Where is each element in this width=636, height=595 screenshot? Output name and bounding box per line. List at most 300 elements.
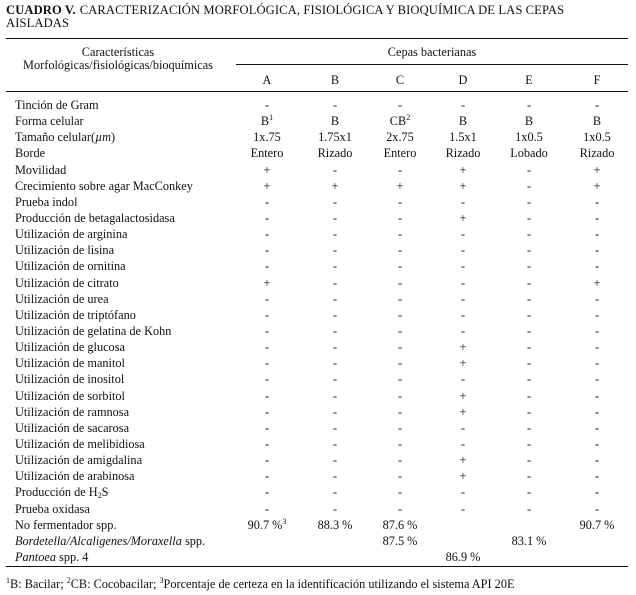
row-label <box>15 323 171 339</box>
cell-value: - <box>264 227 270 242</box>
cell-value: - <box>332 404 338 419</box>
cell-value: - <box>397 243 403 258</box>
cell-value: - <box>332 420 338 435</box>
cell-strain-f <box>567 339 627 355</box>
table-row <box>0 129 636 145</box>
cell-strain-a <box>237 210 297 226</box>
cell-strain-c <box>370 468 430 484</box>
cell-value: - <box>264 469 270 484</box>
cell-strain-a <box>237 501 297 517</box>
cell-value: - <box>397 307 403 322</box>
cell-strain-c <box>370 388 430 404</box>
cell-strain-b <box>305 388 365 404</box>
cell-value: - <box>526 178 532 193</box>
table-row <box>0 210 636 226</box>
cell-value: - <box>264 98 270 112</box>
cell-strain-d <box>433 97 493 113</box>
table-row <box>0 226 636 242</box>
row-label <box>15 178 193 194</box>
cell-strain-e <box>499 162 559 178</box>
cell-value: CB <box>389 114 407 129</box>
cell-value: - <box>526 210 532 225</box>
cell-value: - <box>264 356 270 371</box>
cell-strain-d <box>433 162 493 178</box>
cell-value: - <box>594 404 600 419</box>
table-row <box>0 323 636 339</box>
footnote-mark-1: 1 <box>6 576 10 585</box>
cell-value: + <box>593 275 601 290</box>
cell-strain-a <box>237 97 297 113</box>
cell-value: 1.5x1 <box>449 130 477 145</box>
cell-strain-a <box>237 517 297 533</box>
table-row <box>0 194 636 210</box>
cell-value: - <box>332 388 338 403</box>
cell-strain-e <box>499 258 559 274</box>
row-label-text: Tinción de Gram <box>15 98 99 112</box>
cell-value: - <box>460 259 466 274</box>
cell-strain-c <box>370 517 430 533</box>
cell-strain-a <box>237 258 297 274</box>
cell-strain-c <box>370 355 430 371</box>
cell-strain-c <box>370 210 430 226</box>
cell-value: - <box>594 194 600 209</box>
cell-strain-f <box>567 323 627 339</box>
cell-strain-a <box>237 194 297 210</box>
cell-value: - <box>594 372 600 387</box>
table-row <box>0 436 636 452</box>
cell-value: 83.1 % <box>511 533 547 548</box>
cell-strain-d <box>433 226 493 242</box>
table-row <box>0 242 636 258</box>
row-label <box>15 371 124 387</box>
cell-strain-b <box>305 404 365 420</box>
cell-value: - <box>594 436 600 451</box>
cell-strain-c <box>370 307 430 323</box>
row-label-text: Utilización de glucosa <box>15 340 125 355</box>
cell-strain-e <box>499 468 559 484</box>
table-row <box>0 484 636 500</box>
cell-strain-a <box>237 452 297 468</box>
table-row <box>0 355 636 371</box>
cell-strain-e <box>499 339 559 355</box>
cell-strain-b <box>305 113 365 129</box>
cell-strain-b <box>305 275 365 291</box>
cell-value: - <box>594 420 600 435</box>
cell-strain-f <box>567 258 627 274</box>
cell-strain-d <box>433 291 493 307</box>
cell-value: B <box>592 114 602 129</box>
cell-strain-c <box>370 129 430 145</box>
cell-value: - <box>460 420 466 435</box>
cell-value: - <box>264 307 270 322</box>
table-row <box>0 404 636 420</box>
cell-strain-c <box>370 323 430 339</box>
row-label-text: Movilidad <box>15 162 67 177</box>
cell-value: - <box>397 275 403 290</box>
row-label <box>15 145 45 161</box>
cell-value: - <box>460 323 466 338</box>
cell-value: + <box>459 356 467 371</box>
cell-value: - <box>397 485 403 500</box>
cell-strain-d <box>433 371 493 387</box>
cell-value: - <box>594 307 600 322</box>
row-label <box>15 339 125 355</box>
cell-value: + <box>459 388 467 403</box>
cell-strain-e <box>499 533 559 549</box>
table-row <box>0 275 636 291</box>
cell-value: - <box>460 372 466 387</box>
row-label-text: Pantoea <box>15 549 56 564</box>
cell-strain-b <box>305 323 365 339</box>
cell-value: 87.5 % <box>382 533 418 548</box>
cell-value: - <box>332 340 338 355</box>
cell-strain-f <box>567 178 627 194</box>
row-label-text: Utilización de citrato <box>15 275 119 290</box>
cell-strain-b <box>305 145 365 161</box>
row-label-suffix: S <box>101 485 109 500</box>
row-label <box>15 549 88 565</box>
cell-strain-d <box>433 307 493 323</box>
cell-value: Rizado <box>317 146 353 161</box>
cell-value: - <box>264 291 270 306</box>
cell-strain-e <box>499 129 559 145</box>
cell-strain-a <box>237 355 297 371</box>
row-label <box>15 452 142 468</box>
row-label <box>15 484 109 500</box>
cell-strain-f <box>567 242 627 258</box>
cell-value: Rizado <box>445 146 481 161</box>
row-label-text: Utilización de triptófano <box>15 307 136 322</box>
cell-value: - <box>594 388 600 403</box>
row-label-text: Utilización de gelatina de Kohn <box>15 323 172 338</box>
cell-strain-c <box>370 275 430 291</box>
cell-strain-e <box>499 501 559 517</box>
cell-strain-d <box>433 420 493 436</box>
cell-strain-e <box>499 113 559 129</box>
row-label-text: Crecimiento sobre agar MacConkey <box>15 178 193 193</box>
table-row <box>0 468 636 484</box>
cell-value: - <box>594 227 600 242</box>
cell-value: - <box>460 436 466 451</box>
cell-value: - <box>594 98 600 112</box>
cell-value: - <box>526 323 532 338</box>
cell-value: - <box>397 259 403 274</box>
cell-strain-c <box>370 178 430 194</box>
footnote-mark-3: 3 <box>159 576 164 585</box>
cell-value: - <box>332 501 338 516</box>
cell-value: 1x0.5 <box>583 130 611 145</box>
cell-strain-b <box>305 355 365 371</box>
cell-strain-c <box>370 484 430 500</box>
cell-value: - <box>594 210 600 225</box>
cell-value: - <box>594 291 600 306</box>
footnote-text-2: CB: Cocobacilar; <box>70 577 160 591</box>
table-row <box>0 97 636 113</box>
cell-strain-a <box>237 323 297 339</box>
cell-value: - <box>397 162 403 177</box>
cell-strain-d <box>433 210 493 226</box>
cell-strain-c <box>370 145 430 161</box>
cell-strain-d <box>433 339 493 355</box>
cell-strain-a <box>237 484 297 500</box>
row-label <box>15 420 129 436</box>
row-label-text: Utilización de sorbitol <box>15 388 125 403</box>
cell-strain-e <box>499 97 559 113</box>
cell-strain-c <box>370 258 430 274</box>
cell-value: - <box>264 323 270 338</box>
cell-strain-a <box>237 291 297 307</box>
row-label-text: Utilización de ornitina <box>15 259 126 274</box>
cell-value: - <box>594 453 600 468</box>
cell-strain-b <box>305 501 365 517</box>
cell-strain-b <box>305 129 365 145</box>
cell-strain-e <box>499 371 559 387</box>
cell-value: - <box>594 501 600 516</box>
row-label <box>15 355 125 371</box>
row-label <box>15 242 114 258</box>
cell-strain-b <box>305 452 365 468</box>
row-label-text: Utilización de arabinosa <box>15 469 135 484</box>
cell-strain-d <box>433 145 493 161</box>
cell-value: + <box>459 469 467 484</box>
cell-strain-e <box>499 194 559 210</box>
row-label-unit: µm <box>95 130 112 145</box>
cell-strain-c <box>370 194 430 210</box>
cell-value: Lobado <box>510 146 548 161</box>
cell-value: - <box>526 340 532 355</box>
cell-value: - <box>526 275 532 290</box>
cell-value: - <box>332 210 338 225</box>
cell-value: - <box>332 291 338 306</box>
row-label <box>15 275 119 291</box>
cell-value: Entero <box>250 146 284 161</box>
cell-value: - <box>526 485 532 500</box>
cell-strain-e <box>499 355 559 371</box>
cell-value: - <box>526 291 532 306</box>
cell-strain-d <box>433 355 493 371</box>
cell-value: - <box>264 388 270 403</box>
cell-strain-a <box>237 307 297 323</box>
footnote-text-3: Porcentaje de certeza en la identificación utilizando el sistema API 20E <box>163 577 515 591</box>
cell-value: - <box>460 243 466 258</box>
cell-strain-e <box>499 226 559 242</box>
cell-value: - <box>526 194 532 209</box>
cell-strain-a <box>237 145 297 161</box>
cell-strain-b <box>305 194 365 210</box>
cell-value: - <box>397 453 403 468</box>
row-label <box>15 291 109 307</box>
row-label-text: Bordetella/Alcaligenes/Moraxella <box>15 533 182 548</box>
strain-headers <box>0 73 636 87</box>
cell-value: + <box>263 178 271 193</box>
cell-strain-e <box>499 388 559 404</box>
cell-value: + <box>459 210 467 225</box>
cell-strain-f <box>567 420 627 436</box>
row-label-text: Utilización de lisina <box>15 243 115 258</box>
cell-strain-b <box>305 484 365 500</box>
cell-value: - <box>397 356 403 371</box>
cell-value: - <box>397 227 403 242</box>
cell-strain-b <box>305 242 365 258</box>
cell-value: + <box>593 178 601 193</box>
cell-value: - <box>332 259 338 274</box>
row-label-text: Producción de H <box>15 485 98 500</box>
cell-value: - <box>594 340 600 355</box>
cell-strain-c <box>370 162 430 178</box>
row-header-line1: Características <box>81 45 155 59</box>
cell-strain-f <box>567 371 627 387</box>
cell-strain-b <box>305 371 365 387</box>
cell-value: + <box>459 178 467 193</box>
cell-value: - <box>460 194 466 209</box>
cell-value: - <box>332 323 338 338</box>
cell-value: - <box>332 243 338 258</box>
cell-strain-f <box>567 307 627 323</box>
cell-value: - <box>264 372 270 387</box>
cell-strain-c <box>370 242 430 258</box>
row-label-text: Prueba indol <box>15 194 78 209</box>
table-row <box>0 533 636 549</box>
cell-strain-d <box>433 404 493 420</box>
cell-value: - <box>526 243 532 258</box>
row-label-suffix: spp. 4 <box>55 549 89 564</box>
cell-strain-a <box>237 178 297 194</box>
cell-value: - <box>526 453 532 468</box>
cell-strain-d <box>433 258 493 274</box>
cell-strain-d <box>433 194 493 210</box>
cell-strain-f <box>567 291 627 307</box>
cell-strain-f <box>567 404 627 420</box>
row-label-text: Borde <box>15 146 46 161</box>
caption-title: CARACTERIZACIÓN MORFOLÓGICA, FISIOLÓGICA Y BIOQUÍMICA DE LAS CEPAS AISLADAS <box>6 3 565 30</box>
cell-value: + <box>331 178 339 193</box>
cell-value: B <box>458 114 468 129</box>
cell-value: 1x.75 <box>253 130 281 145</box>
cell-value: - <box>332 227 338 242</box>
table-row <box>0 162 636 178</box>
cell-strain-b <box>305 436 365 452</box>
cell-value: - <box>332 469 338 484</box>
cell-value: - <box>264 194 270 209</box>
cell-value: + <box>459 340 467 355</box>
cell-strain-e <box>499 323 559 339</box>
cell-strain-d <box>433 242 493 258</box>
cell-strain-e <box>499 452 559 468</box>
cell-value: - <box>397 340 403 355</box>
cell-value: - <box>264 404 270 419</box>
strain-header-c: C <box>395 73 405 87</box>
strain-header-e: E <box>525 73 533 87</box>
strain-header-d: D <box>458 73 468 87</box>
cell-strain-c <box>370 404 430 420</box>
cell-strain-f <box>567 452 627 468</box>
row-label-text: Utilización de amigdalina <box>15 453 143 468</box>
cell-value: - <box>526 388 532 403</box>
cell-strain-b <box>305 258 365 274</box>
cell-strain-c <box>370 339 430 355</box>
cell-strain-d <box>433 549 493 565</box>
cell-strain-a <box>237 436 297 452</box>
table-row <box>0 371 636 387</box>
top-rule <box>6 38 628 39</box>
cell-strain-c <box>370 113 430 129</box>
strain-header-f: F <box>593 73 601 87</box>
cell-strain-c <box>370 226 430 242</box>
cell-strain-e <box>499 484 559 500</box>
cell-strain-f <box>567 97 627 113</box>
footnote-mark-2: 2 <box>66 576 71 585</box>
cell-strain-d <box>433 323 493 339</box>
cell-value: - <box>264 420 270 435</box>
row-label <box>15 226 127 242</box>
cell-value: + <box>459 404 467 419</box>
group-underline <box>236 64 628 65</box>
cell-value: 90.7 % <box>247 517 283 532</box>
row-label <box>15 258 126 274</box>
cell-strain-f <box>567 275 627 291</box>
cell-strain-b <box>305 210 365 226</box>
row-label-text: Utilización de sacarosa <box>15 420 130 435</box>
cell-value: - <box>460 485 466 500</box>
row-label-text: Utilización de urea <box>15 291 109 306</box>
table-row <box>0 517 636 533</box>
cell-strain-b <box>305 517 365 533</box>
cell-value: - <box>526 404 532 419</box>
cell-strain-a <box>237 404 297 420</box>
cell-strain-c <box>370 533 430 549</box>
cell-strain-f <box>567 436 627 452</box>
cell-strain-f <box>567 194 627 210</box>
cell-value: - <box>526 356 532 371</box>
cell-strain-f <box>567 113 627 129</box>
cell-value: - <box>526 162 532 177</box>
cell-superscript: 2 <box>406 113 411 123</box>
row-label-text: Utilización de ramnosa <box>15 404 130 419</box>
cell-strain-c <box>370 420 430 436</box>
cell-value: + <box>263 162 271 177</box>
cell-strain-f <box>567 226 627 242</box>
cell-value: 1.75x1 <box>318 130 352 145</box>
cell-value: + <box>593 162 601 177</box>
cell-value: - <box>594 323 600 338</box>
cell-value: - <box>332 485 338 500</box>
strain-header-b: B <box>330 73 340 87</box>
cell-value: - <box>264 259 270 274</box>
cell-value: - <box>332 162 338 177</box>
cell-value: 88.3 % <box>317 517 353 532</box>
cell-value: - <box>397 469 403 484</box>
table-row <box>0 501 636 517</box>
row-label <box>15 97 99 113</box>
caption-label: CUADRO V. <box>6 3 76 17</box>
cell-value: - <box>526 501 532 516</box>
cell-strain-d <box>433 484 493 500</box>
cell-value: - <box>397 291 403 306</box>
cell-value: 87.6 % <box>382 517 418 532</box>
row-label <box>15 436 145 452</box>
cell-strain-f <box>567 501 627 517</box>
row-label-text: No fermentador spp. <box>15 517 117 532</box>
cell-value: - <box>526 307 532 322</box>
cell-strain-b <box>305 291 365 307</box>
row-label-text: Utilización de inositol <box>15 372 125 387</box>
cell-strain-f <box>567 517 627 533</box>
cell-value: 2x.75 <box>386 130 414 145</box>
cell-strain-a <box>237 129 297 145</box>
cell-strain-b <box>305 178 365 194</box>
cell-strain-c <box>370 436 430 452</box>
row-label <box>15 533 205 549</box>
